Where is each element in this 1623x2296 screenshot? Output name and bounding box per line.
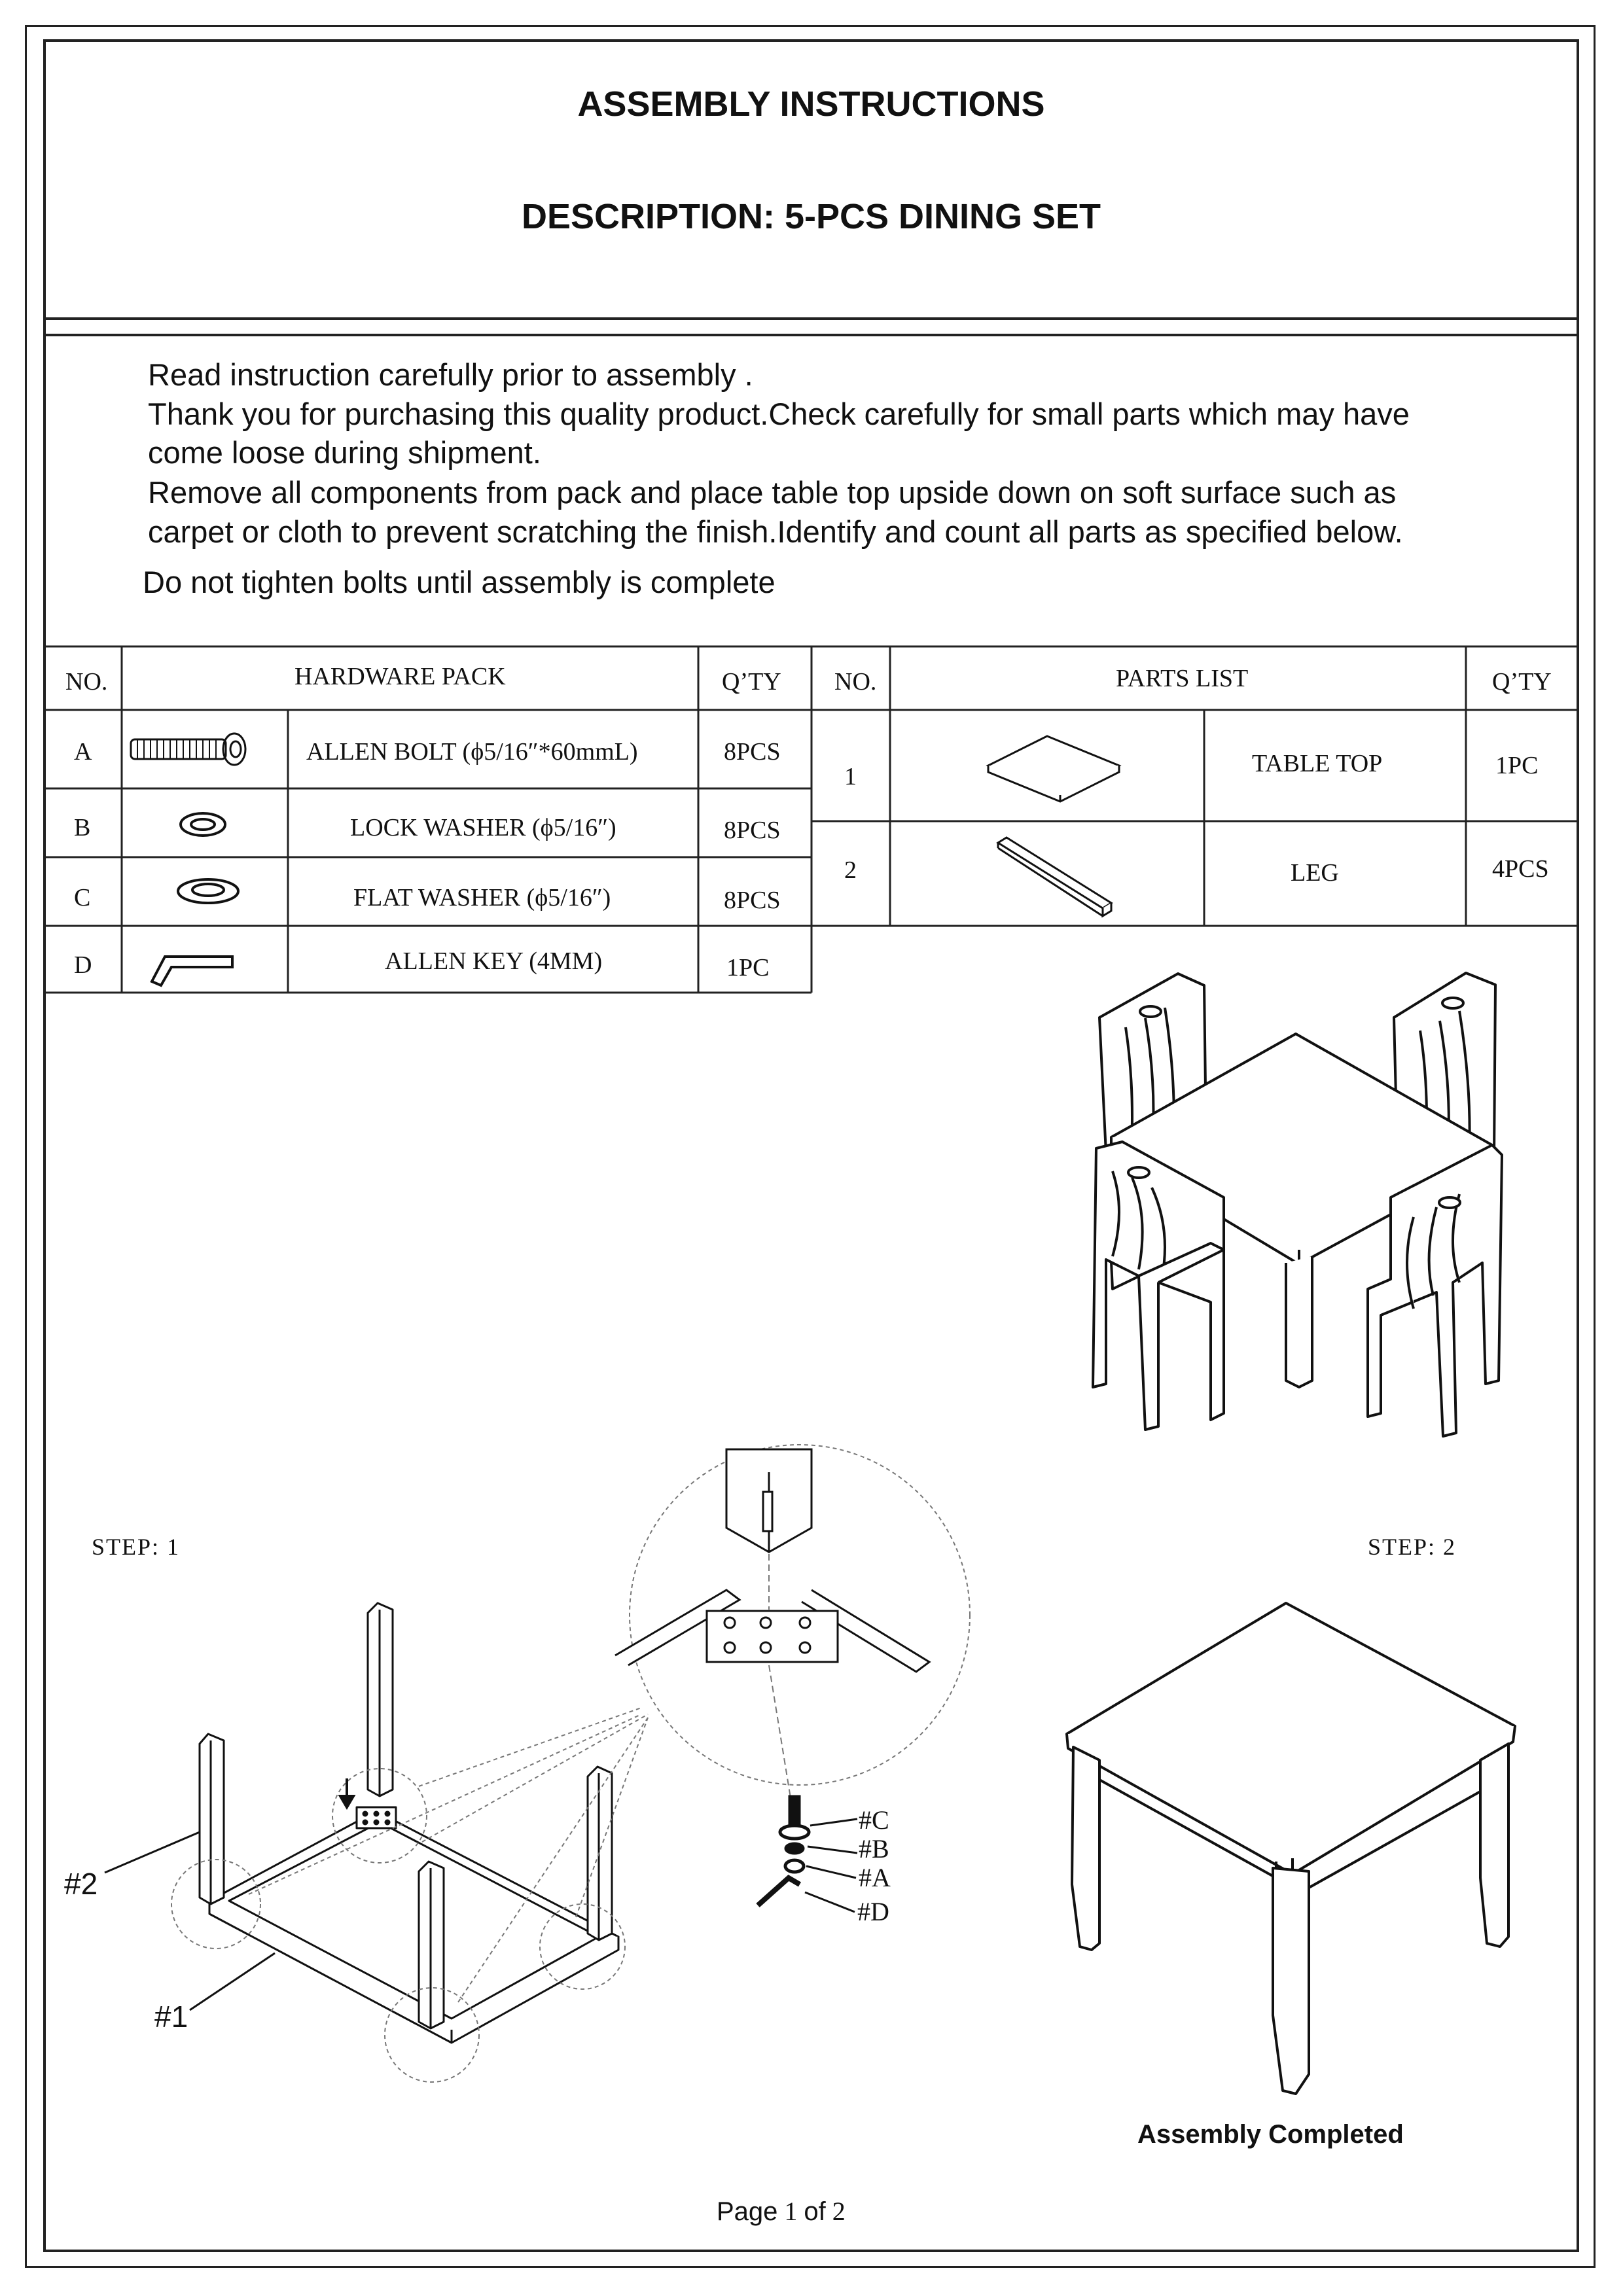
parts-row-1-no: 1 bbox=[844, 763, 857, 790]
hw-col-pack: HARDWARE PACK bbox=[294, 663, 506, 690]
page-prefix: Page bbox=[717, 2197, 778, 2226]
intro-line-1: Read instruction carefully prior to assembly . bbox=[148, 357, 753, 392]
step-1-label: STEP: 1 bbox=[92, 1534, 181, 1560]
page-of: of bbox=[804, 2197, 826, 2226]
hw-row-b-qty: 8PCS bbox=[724, 817, 781, 844]
hw-row-d-no: D bbox=[74, 951, 92, 979]
hw-row-b-no: B bbox=[74, 814, 91, 841]
step-2-label: STEP: 2 bbox=[1368, 1534, 1457, 1560]
page-title: ASSEMBLY INSTRUCTIONS bbox=[577, 84, 1045, 124]
hw-row-c-qty: 8PCS bbox=[724, 887, 781, 914]
label-part-2: #2 bbox=[64, 1867, 98, 1901]
hw-row-c-name: FLAT WASHER (ϕ5/16″) bbox=[353, 884, 611, 911]
parts-col-list: PARTS LIST bbox=[1116, 665, 1249, 692]
parts-col-no: NO. bbox=[834, 668, 877, 696]
label-hw-b: #B bbox=[859, 1834, 889, 1863]
hw-col-no: NO. bbox=[65, 668, 108, 696]
label-hw-c: #C bbox=[859, 1805, 889, 1835]
hw-row-a-qty: 8PCS bbox=[724, 738, 781, 766]
parts-row-2-qty: 4PCS bbox=[1492, 855, 1549, 883]
label-part-1: #1 bbox=[154, 2000, 188, 2034]
hw-col-qty: Q’TY bbox=[722, 668, 781, 696]
parts-row-1-name: TABLE TOP bbox=[1252, 750, 1383, 777]
intro-line-3: come loose during shipment. bbox=[148, 435, 541, 470]
hw-row-a-no: A bbox=[74, 738, 92, 766]
parts-row-2-no: 2 bbox=[844, 857, 857, 884]
hw-row-b-name: LOCK WASHER (ϕ5/16″) bbox=[350, 814, 616, 841]
hw-row-a-name: ALLEN BOLT (ϕ5/16″*60mmL) bbox=[306, 738, 638, 766]
parts-row-2-name: LEG bbox=[1291, 859, 1339, 887]
description-title: DESCRIPTION: 5-PCS DINING SET bbox=[521, 197, 1101, 236]
label-hw-d: #D bbox=[857, 1897, 889, 1926]
intro-line-4: Remove all components from pack and place table top upside down on soft surface such as bbox=[148, 475, 1397, 510]
hw-row-d-qty: 1PC bbox=[726, 954, 770, 981]
assembly-completed-label: Assembly Completed bbox=[1137, 2120, 1404, 2149]
label-hw-a: #A bbox=[859, 1863, 891, 1892]
intro-line-5: carpet or cloth to prevent scratching the finish.Identify and count all parts as specified below. bbox=[148, 514, 1403, 549]
page-total: 2 bbox=[832, 2197, 846, 2226]
intro-line-6: Do not tighten bolts until assembly is complete bbox=[143, 565, 776, 599]
hw-row-d-name: ALLEN KEY (4MM) bbox=[385, 947, 603, 975]
parts-col-qty: Q’TY bbox=[1492, 668, 1552, 696]
intro-line-2: Thank you for purchasing this quality product.Check carefully for small parts which may have bbox=[148, 397, 1410, 431]
hw-row-c-no: C bbox=[74, 884, 91, 911]
page-number: 1 bbox=[784, 2197, 798, 2226]
page-indicator bbox=[717, 2196, 846, 2227]
parts-row-1-qty: 1PC bbox=[1495, 752, 1539, 779]
